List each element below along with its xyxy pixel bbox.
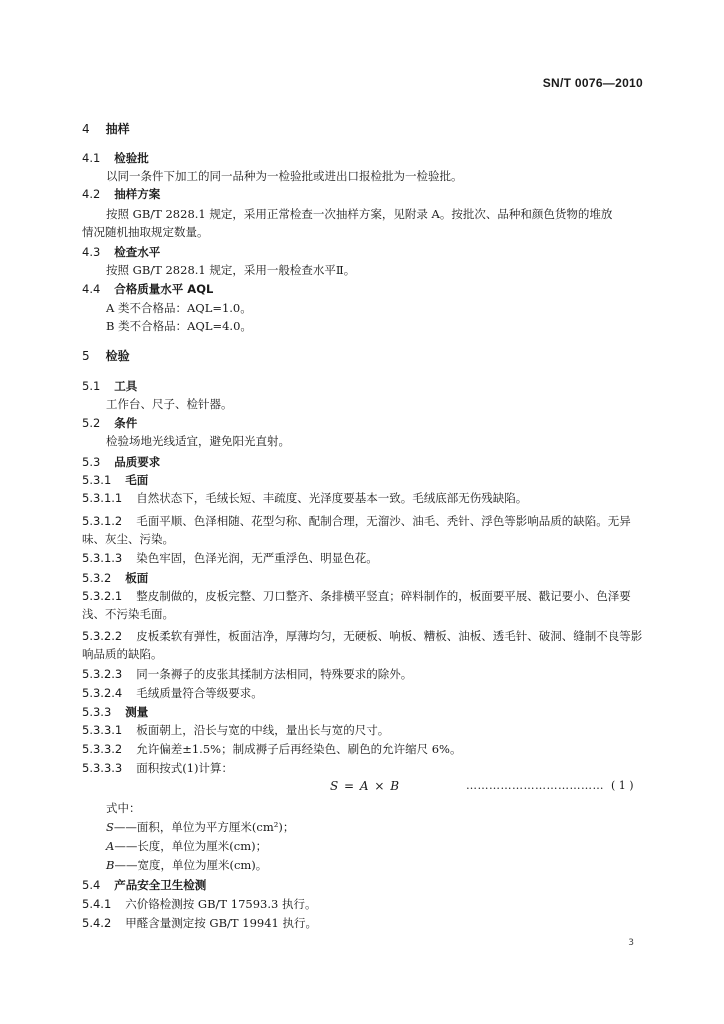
clause-5-3-2-1-cont: 浅、不污染毛面。 xyxy=(82,607,174,621)
section-4-3-text: 按照 GB/T 2828.1 规定，采用一般检查水平Ⅱ。 xyxy=(106,263,356,277)
section-5-4-heading xyxy=(82,877,206,893)
clause-text: 自然状态下，毛绒长短、丰疏度、光泽度要基本一致。毛绒底部无伤残缺陷。 xyxy=(136,491,528,505)
section-number: 4.4 xyxy=(82,282,101,296)
section-4-2-text-cont: 情况随机抽取规定数量。 xyxy=(82,225,209,239)
clause-text: 板面朝上，沿长与宽的中线，量出长与宽的尺寸。 xyxy=(136,723,390,737)
section-title: 工具 xyxy=(114,379,138,393)
clause-text: 毛面平顺、色泽相随、花型匀称、配制合理，无溜沙、油毛、秃针、浮色等影响品质的缺陷。无异 xyxy=(136,514,631,528)
clause-number: 5.3.2.1 xyxy=(82,589,123,603)
clause-text: 允许偏差±1.5%；制成褥子后再经染色、刷色的允许缩尺 6%。 xyxy=(136,742,462,756)
section-number: 5.3 xyxy=(82,455,101,469)
page-number: 3 xyxy=(628,938,634,948)
clause-5-3-1-1 xyxy=(82,490,527,506)
section-5-2-text: 检验场地光线适宜，避免阳光直射。 xyxy=(106,434,290,448)
section-4-1-heading xyxy=(82,150,149,166)
section-5-3-heading xyxy=(82,454,160,470)
area-formula: S = A × B xyxy=(330,779,401,793)
section-5-1-heading xyxy=(82,378,137,394)
clause-number: 5.3.1.2 xyxy=(82,514,123,528)
clause-5-4-2 xyxy=(82,915,317,931)
section-title: 合格质量水平 AQL xyxy=(114,282,214,296)
section-5-3-1-heading xyxy=(82,472,148,488)
clause-number: 5.3.1.1 xyxy=(82,491,123,505)
standard-code: SN/T 0076—2010 xyxy=(542,76,643,90)
section-title: 条件 xyxy=(114,416,138,430)
variable-desc: ——面积，单位为平方厘米(cm²)； xyxy=(113,820,295,834)
section-number: 5.3.3 xyxy=(82,705,112,719)
clause-5-4-1 xyxy=(82,896,316,912)
section-4-4-text-a: A 类不合格品：AQL=1.0。 xyxy=(106,301,252,315)
formula-leader-dots: ……………………………… xyxy=(466,779,604,792)
clause-text: 皮板柔软有弹性，板面洁净，厚薄均匀，无硬板、响板、糟板、油板、透毛针、破洞、缝制不良等影 xyxy=(136,629,643,643)
clause-5-3-3-3 xyxy=(82,760,233,776)
clause-5-3-3-1 xyxy=(82,722,389,738)
section-number: 5.1 xyxy=(82,379,101,393)
formula-var-a xyxy=(106,838,267,854)
clause-text: 甲醛含量测定按 GB/T 19941 执行。 xyxy=(125,916,317,930)
section-number: 5.3.2 xyxy=(82,571,112,585)
clause-number: 5.3.2.4 xyxy=(82,686,123,700)
section-number: 4 xyxy=(82,122,90,136)
clause-text: 毛绒质量符合等级要求。 xyxy=(136,686,263,700)
section-5-3-3-heading xyxy=(82,704,148,720)
section-5-heading xyxy=(82,348,130,364)
formula-number: ( 1 ) xyxy=(611,779,634,792)
section-4-3-heading xyxy=(82,244,160,260)
variable-desc: ——宽度，单位为厘米(cm)。 xyxy=(114,858,268,872)
section-title: 检验 xyxy=(105,349,130,363)
section-5-2-heading xyxy=(82,415,137,431)
section-4-4-heading xyxy=(82,281,213,297)
clause-5-3-3-2 xyxy=(82,741,461,757)
section-title: 板面 xyxy=(125,571,149,585)
section-number: 4.3 xyxy=(82,245,101,259)
section-title: 抽样方案 xyxy=(114,187,161,201)
section-title: 抽样 xyxy=(105,122,130,136)
clause-text: 染色牢固，色泽光润，无严重浮色、明显色花。 xyxy=(136,551,378,565)
section-title: 毛面 xyxy=(125,473,149,487)
clause-number: 5.3.2.3 xyxy=(82,667,123,681)
section-4-2-text: 按照 GB/T 2828.1 规定，采用正常检查一次抽样方案，见附录 A。按批次、品种和颜色货物的堆放 xyxy=(106,207,613,221)
formula-where-intro: 式中： xyxy=(106,801,141,815)
section-4-1-text: 以同一条件下加工的同一品种为一检验批或进出口报检批为一检验批。 xyxy=(106,169,463,183)
formula-var-s xyxy=(106,819,294,835)
variable-desc: ——长度，单位为厘米(cm)； xyxy=(114,839,268,853)
clause-5-3-2-2-cont: 响品质的缺陷。 xyxy=(82,647,163,661)
clause-5-3-1-2 xyxy=(82,513,631,529)
section-4-2-heading xyxy=(82,186,160,202)
clause-text: 六价铬检测按 GB/T 17593.3 执行。 xyxy=(125,897,317,911)
clause-number: 5.3.3.1 xyxy=(82,723,123,737)
section-number: 5.4 xyxy=(82,878,101,892)
section-title: 检验批 xyxy=(114,151,149,165)
section-5-1-text: 工作台、尺子、检针器。 xyxy=(106,397,233,411)
clause-number: 5.4.2 xyxy=(82,916,112,930)
section-title: 品质要求 xyxy=(114,455,161,469)
clause-5-3-2-2 xyxy=(82,628,642,644)
clause-text: 同一条褥子的皮张其揉制方法相同，特殊要求的除外。 xyxy=(136,667,413,681)
variable-symbol: A xyxy=(106,839,115,853)
clause-5-3-2-4 xyxy=(82,685,263,701)
clause-5-3-1-3 xyxy=(82,550,378,566)
formula-var-b xyxy=(106,857,267,873)
clause-number: 5.3.3.3 xyxy=(82,761,123,775)
section-number: 5.2 xyxy=(82,416,101,430)
variable-symbol: S xyxy=(106,820,114,834)
clause-text: 整皮制做的，皮板完整、刀口整齐、条排横平竖直；碎料制作的，板面要平展、戳记要小、色泽要 xyxy=(136,589,631,603)
clause-number: 5.3.2.2 xyxy=(82,629,123,643)
clause-number: 5.3.3.2 xyxy=(82,742,123,756)
section-number: 4.2 xyxy=(82,187,101,201)
clause-5-3-1-2-cont: 味、灰尘、污染。 xyxy=(82,532,174,546)
clause-5-3-2-1 xyxy=(82,588,631,604)
clause-5-3-2-3 xyxy=(82,666,412,682)
section-title: 产品安全卫生检测 xyxy=(114,878,207,892)
section-number: 4.1 xyxy=(82,151,101,165)
section-title: 测量 xyxy=(125,705,149,719)
section-5-3-2-heading xyxy=(82,570,148,586)
section-title: 检查水平 xyxy=(114,245,161,259)
clause-number: 5.3.1.3 xyxy=(82,551,123,565)
clause-text: 面积按式(1)计算： xyxy=(136,761,234,775)
section-4-4-text-b: B 类不合格品：AQL=4.0。 xyxy=(106,319,252,333)
variable-symbol: B xyxy=(106,858,115,872)
section-number: 5.3.1 xyxy=(82,473,112,487)
section-4-heading xyxy=(82,121,130,137)
section-number: 5 xyxy=(82,349,90,363)
clause-number: 5.4.1 xyxy=(82,897,112,911)
